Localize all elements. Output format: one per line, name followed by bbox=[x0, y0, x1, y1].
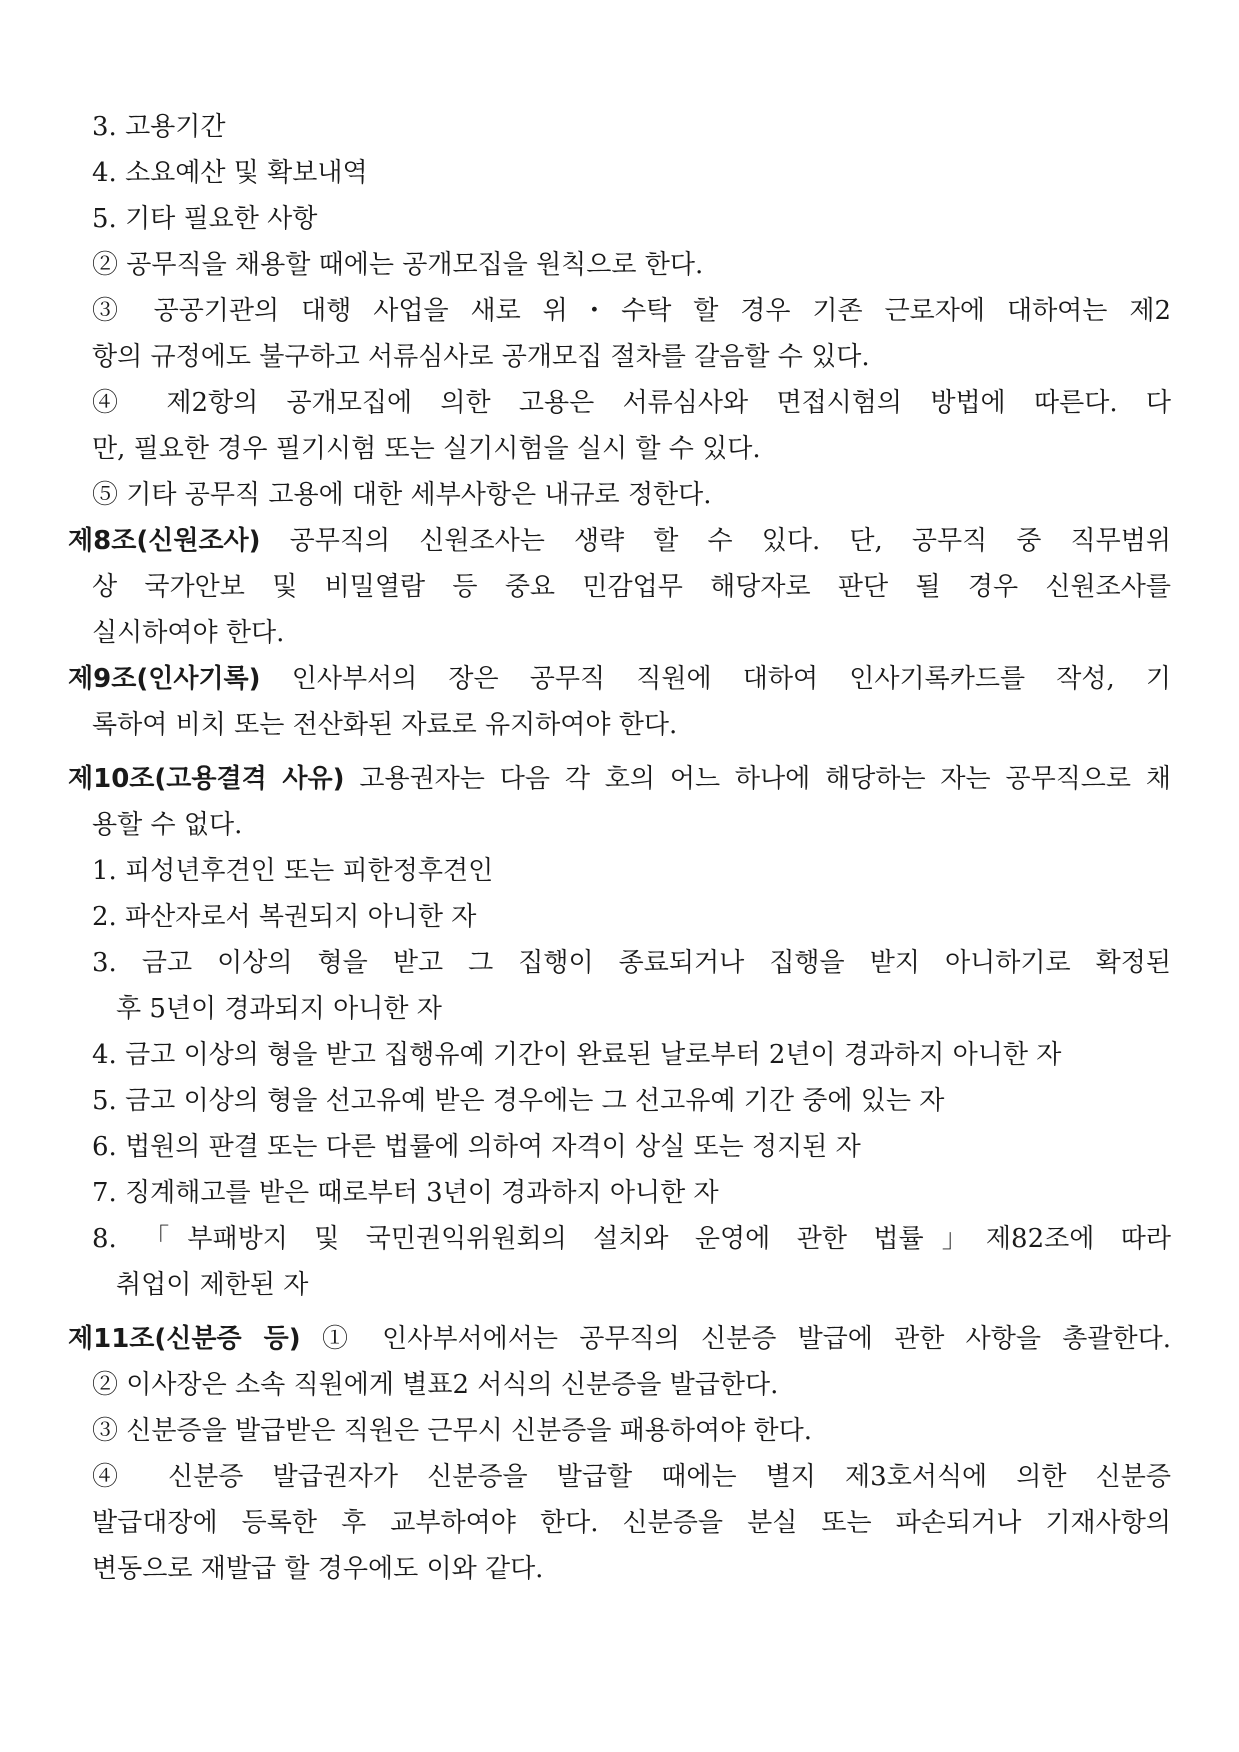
article-8-line3: 실시하여야 한다. bbox=[92, 618, 285, 648]
article-11-paragraph-3: ③ 신분증을 발급받은 직원은 근무시 신분증을 패용하여야 한다. bbox=[92, 1416, 813, 1446]
article-11-title: 제11조(신분증 등) bbox=[68, 1324, 301, 1354]
article-10-line1 bbox=[68, 756, 1171, 802]
article-10-line2: 용할 수 없다. bbox=[92, 810, 243, 840]
article-9-line1 bbox=[68, 656, 1171, 702]
paragraph-5: ⑤ 기타 공무직 고용에 대한 세부사항은 내규로 정한다. bbox=[92, 480, 712, 510]
article-10-item-3-line1: 3. 금고 이상의 형을 받고 그 집행이 종료되거나 집행을 받지 아니하기로 확정된 bbox=[92, 948, 1171, 978]
article-10-item-7: 7. 징계해고를 받은 때로부터 3년이 경과하지 아니한 자 bbox=[92, 1178, 719, 1208]
article-11-paragraph-4-line1: ④ 신분증 발급권자가 신분증을 발급할 때에는 별지 제3호서식에 의한 신분증 bbox=[92, 1462, 1171, 1492]
article-10-title: 제10조(고용결격 사유) bbox=[68, 764, 345, 794]
article-9-line2: 록하여 비치 또는 전산화된 자료로 유지하여야 한다. bbox=[92, 710, 678, 740]
article-10-item-4: 4. 금고 이상의 형을 받고 집행유예 기간이 완료된 날로부터 2년이 경과하지 아니한 자 bbox=[92, 1040, 1062, 1070]
article-10-item-8-line1: 8. 「부패방지 및 국민권익위원회의 설치와 운영에 관한 법률」제82조에 따라 bbox=[92, 1224, 1171, 1254]
article-10-item-1: 1. 피성년후견인 또는 피한정후견인 bbox=[92, 856, 494, 886]
article-11-text: ① 인사부서에서는 공무직의 신분증 발급에 관한 사항을 총괄한다. bbox=[300, 1324, 1171, 1354]
paragraph-2: ② 공무직을 채용할 때에는 공개모집을 원칙으로 한다. bbox=[92, 250, 704, 280]
item-4-budget: 4. 소요예산 및 확보내역 bbox=[92, 158, 368, 188]
article-11-paragraph-4-line2: 발급대장에 등록한 후 교부하여야 한다. 신분증을 분실 또는 파손되거나 기재사항의 bbox=[92, 1508, 1171, 1538]
article-9-text: 인사부서의 장은 공무직 직원에 대하여 인사기록카드를 작성, 기 bbox=[260, 664, 1171, 694]
article-11-line1 bbox=[68, 1316, 1171, 1362]
article-11-paragraph-2: ② 이사장은 소속 직원에게 별표2 서식의 신분증을 발급한다. bbox=[92, 1370, 779, 1400]
article-11-paragraph-4-line3: 변동으로 재발급 할 경우에도 이와 같다. bbox=[92, 1554, 544, 1584]
paragraph-4-line2: 만, 필요한 경우 필기시험 또는 실기시험을 실시 할 수 있다. bbox=[92, 434, 761, 464]
article-10-item-8-line2: 취업이 제한된 자 bbox=[116, 1270, 309, 1300]
article-10-text: 고용권자는 다음 각 호의 어느 하나에 해당하는 자는 공무직으로 채 bbox=[344, 764, 1171, 794]
article-8-text: 공무직의 신원조사는 생략 할 수 있다. 단, 공무직 중 직무범위 bbox=[260, 526, 1171, 556]
paragraph-4-line1: ④ 제2항의 공개모집에 의한 고용은 서류심사와 면접시험의 방법에 따른다. 다 bbox=[92, 388, 1171, 418]
article-10-item-3-line2: 후 5년이 경과되지 아니한 자 bbox=[116, 994, 442, 1024]
item-3-employment-period: 3. 고용기간 bbox=[92, 112, 226, 142]
article-10-item-2: 2. 파산자로서 복권되지 아니한 자 bbox=[92, 902, 477, 932]
article-10-item-6: 6. 법원의 판결 또는 다른 법률에 의하여 자격이 상실 또는 정지된 자 bbox=[92, 1132, 861, 1162]
paragraph-3-line2: 항의 규정에도 불구하고 서류심사로 공개모집 절차를 갈음할 수 있다. bbox=[92, 342, 870, 372]
article-9-title: 제9조(인사기록) bbox=[68, 664, 261, 694]
item-5-other: 5. 기타 필요한 사항 bbox=[92, 204, 318, 234]
article-8-line1 bbox=[68, 518, 1171, 564]
paragraph-3-line1: ③ 공공기관의 대행 사업을 새로 위・수탁 할 경우 기존 근로자에 대하여는 제2 bbox=[92, 296, 1171, 326]
article-8-line2: 상 국가안보 및 비밀열람 등 중요 민감업무 해당자로 판단 될 경우 신원조사를 bbox=[92, 572, 1171, 602]
article-8-title: 제8조(신원조사) bbox=[68, 526, 261, 556]
article-10-item-5: 5. 금고 이상의 형을 선고유예 받은 경우에는 그 선고유예 기간 중에 있는 자 bbox=[92, 1086, 945, 1116]
